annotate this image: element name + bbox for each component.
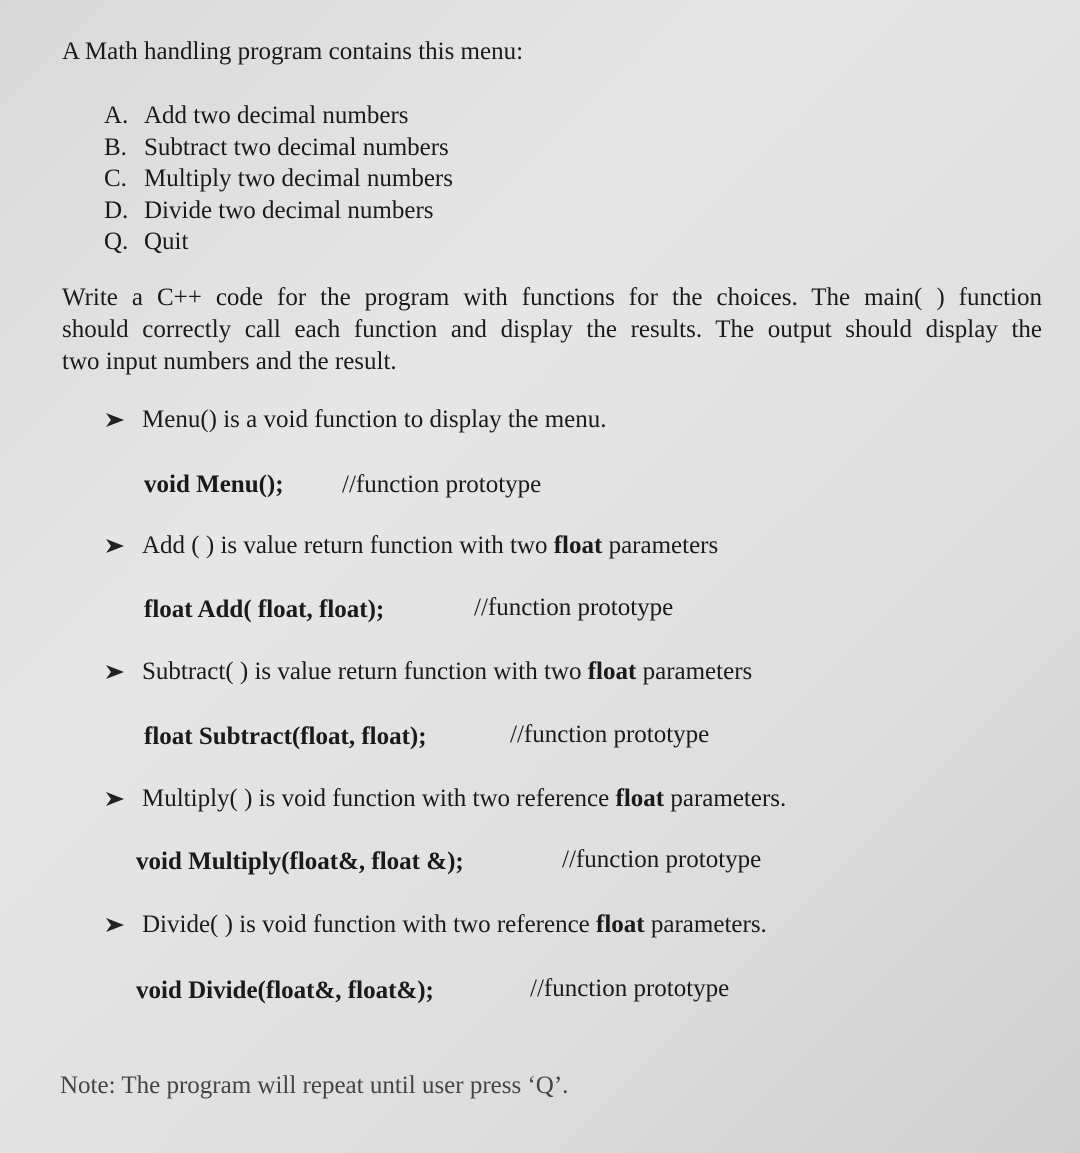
paragraph-line-1: Write a C++ code for the program with functions for the choices. The main( ) function bbox=[62, 284, 1042, 311]
comment-divide: //function prototype bbox=[530, 975, 730, 1002]
bullet-text: Menu() is a void function to display the menu. bbox=[142, 406, 607, 433]
bullet-text: Subtract( ) is value return function with two float parameters bbox=[142, 658, 753, 685]
comment-subtract: //function prototype bbox=[510, 721, 710, 748]
menu-key: C. bbox=[104, 165, 127, 192]
prototype-menu: void Menu(); bbox=[144, 471, 284, 498]
bullet-menu bbox=[104, 406, 607, 434]
arrow-bullet-icon bbox=[104, 411, 142, 429]
bullet-multiply bbox=[104, 785, 786, 813]
note-text: Note: The program will repeat until user press ‘Q’. bbox=[60, 1072, 569, 1099]
comment-multiply: //function prototype bbox=[562, 846, 762, 873]
paragraph-line-2: should correctly call each function and display the results. The output should display the bbox=[62, 316, 1042, 343]
menu-item-c bbox=[104, 163, 453, 195]
arrow-bullet-icon bbox=[104, 790, 142, 808]
bullet-text: Divide( ) is void function with two reference float parameters. bbox=[142, 911, 767, 938]
menu-text: Divide two decimal numbers bbox=[144, 196, 434, 224]
arrow-bullet-icon bbox=[104, 663, 142, 681]
menu-item-a bbox=[104, 100, 453, 132]
menu-text: Subtract two decimal numbers bbox=[144, 133, 449, 161]
prototype-multiply: void Multiply(float&, float &); bbox=[136, 848, 464, 875]
menu-text: Add two decimal numbers bbox=[144, 102, 409, 129]
menu-key: A. bbox=[104, 102, 129, 129]
menu-item-d bbox=[104, 195, 453, 227]
bullet-text: Add ( ) is value return function with two float parameters bbox=[142, 532, 719, 559]
menu-item-q bbox=[104, 226, 453, 258]
menu-item-b bbox=[104, 132, 453, 164]
bullet-divide bbox=[104, 911, 767, 939]
bullet-text: Multiply( ) is void function with two reference float parameters. bbox=[142, 785, 787, 812]
menu-key: Q. bbox=[104, 228, 129, 255]
prototype-divide: void Divide(float&, float&); bbox=[136, 977, 434, 1004]
prototype-subtract: float Subtract(float, float); bbox=[144, 723, 427, 750]
menu-key: D. bbox=[104, 196, 129, 224]
menu-key: B. bbox=[104, 133, 127, 161]
menu-list bbox=[104, 100, 453, 258]
arrow-bullet-icon bbox=[104, 537, 142, 555]
menu-text: Quit bbox=[144, 228, 189, 255]
comment-add: //function prototype bbox=[474, 594, 674, 621]
intro-heading: A Math handling program contains this menu: bbox=[62, 38, 524, 65]
paragraph-line-3: two input numbers and the result. bbox=[62, 348, 397, 375]
arrow-bullet-icon bbox=[104, 916, 142, 934]
bullet-subtract bbox=[104, 658, 752, 686]
prototype-add: float Add( float, float); bbox=[144, 596, 385, 623]
task-paragraph bbox=[62, 282, 1042, 378]
bullet-add bbox=[104, 532, 718, 560]
comment-menu: //function prototype bbox=[342, 471, 542, 498]
menu-text: Multiply two decimal numbers bbox=[144, 165, 453, 192]
